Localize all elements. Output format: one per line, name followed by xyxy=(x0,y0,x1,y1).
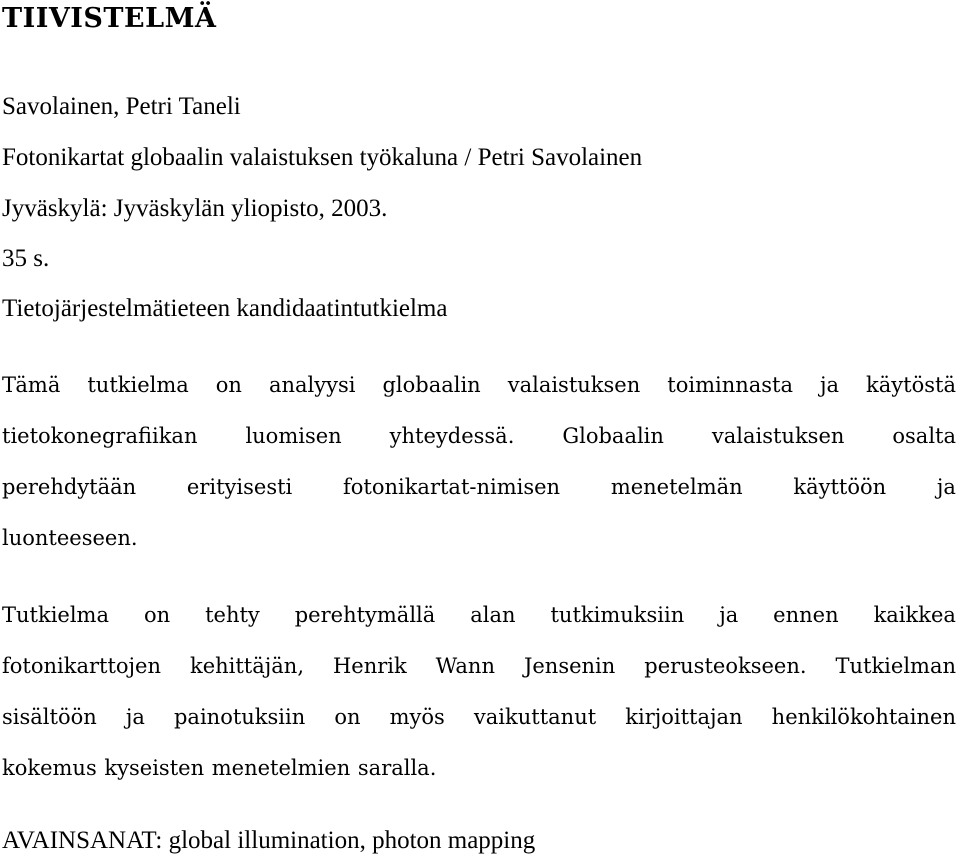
word: tietokonegrafiikan xyxy=(2,424,198,448)
word: tehty xyxy=(205,603,260,627)
word: Jensenin xyxy=(523,654,616,678)
word: käyttöön xyxy=(793,475,887,499)
word: tutkimuksiin xyxy=(550,603,685,627)
publisher-line: Jyväskylä: Jyväskylän yliopisto, 2003. xyxy=(2,195,388,222)
word: kehittäjän, xyxy=(189,654,304,678)
word: kirjoittajan xyxy=(625,705,743,729)
thesis-type-line: Tietojärjestelmätieteen kandidaatintutkielma xyxy=(2,295,448,322)
word: myös xyxy=(389,705,445,729)
word: Tutkielma xyxy=(2,603,109,627)
word: osalta xyxy=(892,424,956,448)
word: luomisen xyxy=(245,424,342,448)
word: on xyxy=(334,705,361,729)
word: perehtymällä xyxy=(294,603,436,627)
word: fotonikartat-nimisen xyxy=(342,475,561,499)
word: globaalin xyxy=(382,373,481,397)
paragraph-1-line-4: luonteeseen. xyxy=(2,526,138,550)
word: vaikuttanut xyxy=(473,705,597,729)
word: Globaalin xyxy=(562,424,664,448)
word: on xyxy=(215,373,242,397)
pages-line: 35 s. xyxy=(2,245,50,272)
word: kaikkea xyxy=(873,603,956,627)
word: Tämä xyxy=(2,373,61,397)
abstract-title: TIIVISTELMÄ xyxy=(2,3,217,34)
word: ja xyxy=(719,603,739,627)
word: alan xyxy=(470,603,516,627)
paragraph-1-line-1 xyxy=(2,360,956,411)
author-line: Savolainen, Petri Taneli xyxy=(2,93,241,120)
word: ja xyxy=(820,373,840,397)
paragraph-1-line-3 xyxy=(2,462,956,513)
word: analyysi xyxy=(268,373,356,397)
word: käytöstä xyxy=(866,373,956,397)
word: sisältöön xyxy=(2,705,97,729)
word: fotonikarttojen xyxy=(2,654,162,678)
abstract-paragraph-1 xyxy=(2,360,956,564)
word: Henrik xyxy=(332,654,407,678)
paragraph-1-line-2 xyxy=(2,411,956,462)
paragraph-2-line-3 xyxy=(2,692,956,743)
word: yhteydessä. xyxy=(389,424,515,448)
paragraph-2-line-4: kokemus kyseisten menetelmien saralla. xyxy=(2,756,437,780)
keywords-line: AVAINSANAT: global illumination, photon mapping xyxy=(2,827,536,854)
abstract-paragraph-2 xyxy=(2,590,956,794)
word: on xyxy=(143,603,171,627)
word: toiminnasta xyxy=(667,373,793,397)
word: ennen xyxy=(773,603,839,627)
word: henkilökohtainen xyxy=(771,705,956,729)
word: Wann xyxy=(435,654,495,678)
word: perehdytään xyxy=(2,475,137,499)
word: perusteokseen. xyxy=(644,654,807,678)
word: ja xyxy=(125,705,145,729)
word: painotuksiin xyxy=(173,705,306,729)
word: valaistuksen xyxy=(711,424,845,448)
work-title-line: Fotonikartat globaalin valaistuksen työkaluna / Petri Savolainen xyxy=(2,144,643,171)
word: erityisesti xyxy=(186,475,293,499)
word: valaistuksen xyxy=(507,373,641,397)
paragraph-2-line-2 xyxy=(2,641,956,692)
word: menetelmän xyxy=(610,475,743,499)
word: Tutkielman xyxy=(835,654,956,678)
word: ja xyxy=(936,475,956,499)
word: tutkielma xyxy=(87,373,189,397)
paragraph-2-line-1 xyxy=(2,590,956,641)
